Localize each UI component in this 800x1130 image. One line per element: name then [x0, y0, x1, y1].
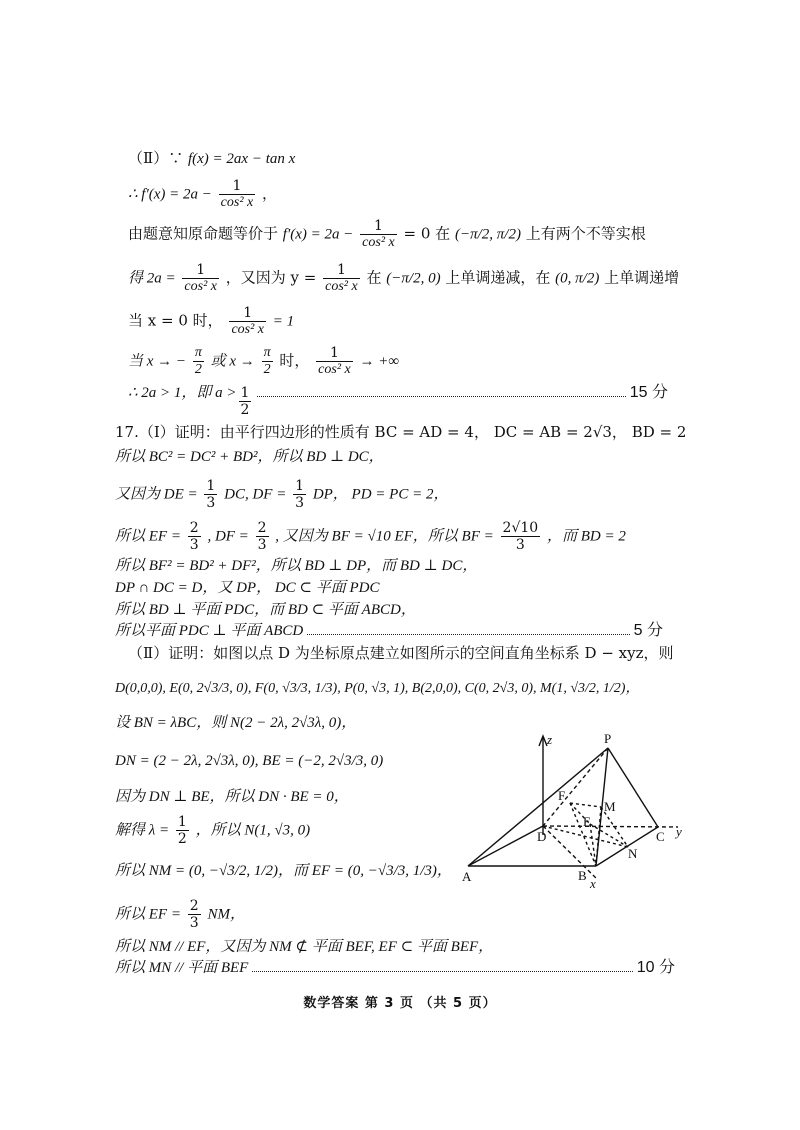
q17-line-3: [115, 478, 448, 511]
denominator: 2: [194, 362, 202, 377]
score-15: 15 分: [629, 384, 668, 401]
dotted-leader: [257, 386, 625, 397]
label-M: M: [604, 799, 616, 814]
x-axis: [543, 826, 598, 880]
interval: (−π/2, 0): [386, 270, 441, 287]
text: 当 x = 0 时，: [128, 311, 223, 330]
denominator: 3: [515, 537, 525, 553]
label-P: P: [604, 731, 612, 746]
fraction: [188, 520, 201, 553]
text: 所以 NM // EF，又因为 NM ⊄ 平面 BEF, EF ⊂ 平面 BEF，: [115, 939, 494, 955]
text: DN = (2 − 2λ, 2√3λ, 0), BE = (−2, 2√3/3, 0): [115, 753, 384, 769]
numerator: 1: [177, 814, 187, 830]
fraction: [193, 345, 204, 378]
line-FB: [570, 803, 596, 866]
text: f′(x) = 2a −: [282, 226, 354, 243]
denominator: cos² x: [231, 322, 265, 337]
line-conclusion-15: [128, 383, 668, 418]
q17-line-2: [115, 446, 384, 467]
denominator: 3: [206, 495, 216, 511]
numerator: 1: [323, 262, 360, 279]
line-EN: [590, 824, 628, 847]
numerator: 2: [257, 520, 267, 536]
numerator: π: [194, 345, 202, 360]
coordinates: D(0,0,0), E(0, 2√3/3, 0), F(0, √3/3, 1/3), P(0, √3, 1), B(2,0,0), C(0, 2√3, 0), M(1, √3/2, 1/2)，: [115, 681, 640, 696]
denominator: 3: [295, 495, 305, 511]
fraction: [262, 345, 273, 378]
fraction: [501, 520, 541, 553]
text: ∴ 2a > 1，即 a >: [128, 385, 237, 401]
fx-expression: f(x) = 2ax − tan x: [187, 151, 296, 167]
text: 因为 DN ⊥ BE，所以 DN · BE = 0，: [115, 789, 349, 805]
edge-PA: [468, 748, 608, 866]
text: 上单调递增: [604, 268, 680, 287]
text: 所以 BD ⊥ 平面 PDC，而 BD ⊂ 平面 ABCD，: [115, 602, 416, 618]
text: 上单调递减，在: [445, 268, 551, 287]
text: 所以 EF =: [115, 528, 181, 545]
fraction: [229, 305, 266, 338]
edge-BC: [596, 827, 658, 866]
line-EB: [590, 824, 596, 866]
q17-line-7: [115, 599, 416, 620]
line-derivative: [128, 178, 277, 211]
q17-line-8: [115, 621, 663, 641]
text: 解得 λ =: [115, 822, 170, 839]
text: 所以 NM = (0, −√3/2, 1/2)，而 EF = (0, −√3/3, 1/3)，: [115, 863, 452, 879]
fraction: [256, 520, 269, 553]
dotted-leader: [252, 961, 632, 972]
numerator: 1: [360, 218, 397, 235]
text: 所以 BC² = DC² + BD²，所以 BD ⊥ DC，: [115, 449, 384, 465]
q17-line-12: [115, 750, 383, 771]
text: 上有两个不等实根: [525, 224, 646, 243]
text: 由题意知原命题等价于: [128, 224, 279, 243]
label-x: x: [590, 876, 596, 891]
text: = 1: [272, 313, 295, 330]
text: 所以 MN // 平面 BEF: [115, 960, 249, 976]
denominator: cos² x: [220, 195, 254, 210]
fraction: [176, 814, 189, 847]
text: 时，: [279, 351, 310, 370]
edge-AD: [468, 826, 543, 866]
q17-line-6: [115, 577, 380, 598]
label-D: D: [537, 829, 547, 844]
q17-line-16: [115, 898, 245, 931]
text: → +∞: [359, 353, 400, 370]
text: 设 BN = λBC，则 N(2 − 2λ, 2√3λ, 0)，: [115, 715, 357, 731]
denominator: 3: [189, 537, 199, 553]
numerator: 1: [295, 478, 305, 494]
denominator: cos² x: [362, 235, 395, 250]
edge-PC: [608, 748, 658, 827]
numerator: 1: [182, 262, 219, 279]
fraction: [239, 385, 252, 418]
denominator: cos² x: [184, 279, 217, 294]
text: 或 x →: [210, 353, 255, 370]
edge-DC-y-axis: [543, 826, 678, 827]
punct: ，: [262, 184, 278, 203]
line-equivalence: [128, 218, 646, 251]
label-z: z: [547, 732, 553, 747]
numerator: 2: [189, 898, 199, 914]
fraction: [293, 478, 306, 511]
text: ，所以 N(1, √3, 0): [195, 822, 311, 839]
q17-line-17: [115, 936, 493, 957]
q17-line-9: [128, 643, 674, 663]
label-F: F: [558, 788, 566, 803]
numerator: π: [263, 345, 271, 360]
denominator: cos² x: [325, 279, 358, 294]
text: 所以 EF =: [115, 906, 181, 923]
label-E: E: [583, 814, 591, 829]
text: 又因为 DE =: [115, 486, 198, 503]
label-A: A: [462, 869, 472, 884]
label-B: B: [578, 868, 587, 883]
q17-line-5: [115, 555, 477, 576]
q17-line-13: [115, 786, 349, 807]
text: DC, DF =: [224, 486, 287, 503]
label-y: y: [676, 824, 682, 839]
score-5: 5 分: [633, 622, 663, 639]
fraction: [204, 478, 217, 511]
numerator: 1: [316, 345, 353, 362]
numerator: 2: [189, 520, 199, 536]
text: NM，: [207, 906, 245, 923]
fraction: [323, 262, 360, 295]
text: ，而 BD = 2: [546, 528, 626, 545]
q17-line-14: [115, 814, 310, 847]
label-N: N: [628, 846, 638, 861]
score-10: 10 分: [636, 959, 675, 976]
text: 所以平面 PDC ⊥ 平面 ABCD: [115, 623, 304, 639]
q17-line-11: [115, 712, 356, 733]
denominator: 2: [177, 831, 187, 847]
q17-line-1: [115, 422, 686, 442]
numerator: 1: [219, 178, 256, 195]
dotted-leader: [307, 624, 629, 635]
denominator: 3: [257, 537, 267, 553]
numerator: 1: [206, 478, 216, 494]
line-fx-def: [128, 148, 295, 169]
denominator: 3: [189, 915, 199, 931]
edge-PB: [596, 748, 608, 866]
numerator: 1: [240, 385, 250, 401]
denominator: 2: [263, 362, 271, 377]
part-label: （Ⅱ）∵: [128, 149, 184, 167]
denominator: 2: [240, 402, 250, 418]
line-MB: [596, 807, 601, 866]
line-limit: [128, 345, 399, 378]
text: 17.（Ⅰ）证明：由平行四边形的性质有 BC = AD = 4， DC = AB = 2√3， BD = 2: [115, 423, 687, 441]
text: DP ∩ DC = D，又 DP， DC ⊂ 平面 PDC: [115, 580, 380, 596]
fraction: [316, 345, 353, 378]
fraction: [360, 218, 397, 251]
line-x-zero: [128, 305, 294, 338]
text: 所以 BF² = BD² + DF²，所以 BD ⊥ DP，而 BD ⊥ DC，: [115, 558, 478, 574]
z-arrow: [539, 736, 547, 746]
text: （Ⅱ）证明：如图以点 D 为坐标原点建立如图所示的空间直角坐标系 D − xyz，则: [128, 644, 674, 662]
text: 当 x → −: [128, 353, 187, 370]
interval: (0, π/2): [555, 270, 600, 287]
text: 在: [366, 268, 382, 287]
fraction: [182, 262, 219, 295]
line-monotonic: [128, 262, 679, 295]
numerator: 1: [229, 305, 266, 322]
fraction: [219, 178, 256, 211]
line-FM: [570, 803, 601, 807]
line-DN: [543, 826, 628, 847]
text: ，又因为 y =: [225, 268, 317, 287]
derivative-text: ∴ f′(x) = 2a −: [128, 186, 212, 203]
denominator: cos² x: [318, 362, 351, 377]
text: , DF =: [207, 528, 249, 545]
numerator: 2√10: [502, 520, 539, 536]
line-FE: [570, 803, 590, 824]
fraction: [188, 898, 201, 931]
q17-line-18: [115, 958, 675, 978]
label-C: C: [656, 829, 665, 844]
text: = 0 在: [403, 224, 451, 243]
page-footer: 数学答案 第 3 页 （共 5 页）: [303, 996, 497, 1011]
line-MN: [601, 807, 628, 847]
edge-PD: [543, 748, 608, 826]
interval: (−π/2, π/2): [454, 226, 521, 243]
q17-line-15: [115, 860, 452, 881]
q17-line-10: [115, 678, 639, 699]
text: DP， PD = PC = 2，: [312, 486, 449, 503]
q17-line-4: [115, 520, 626, 553]
text: , 又因为 BF = √10 EF，所以 BF =: [275, 528, 494, 545]
text: 得 2a =: [128, 270, 176, 287]
